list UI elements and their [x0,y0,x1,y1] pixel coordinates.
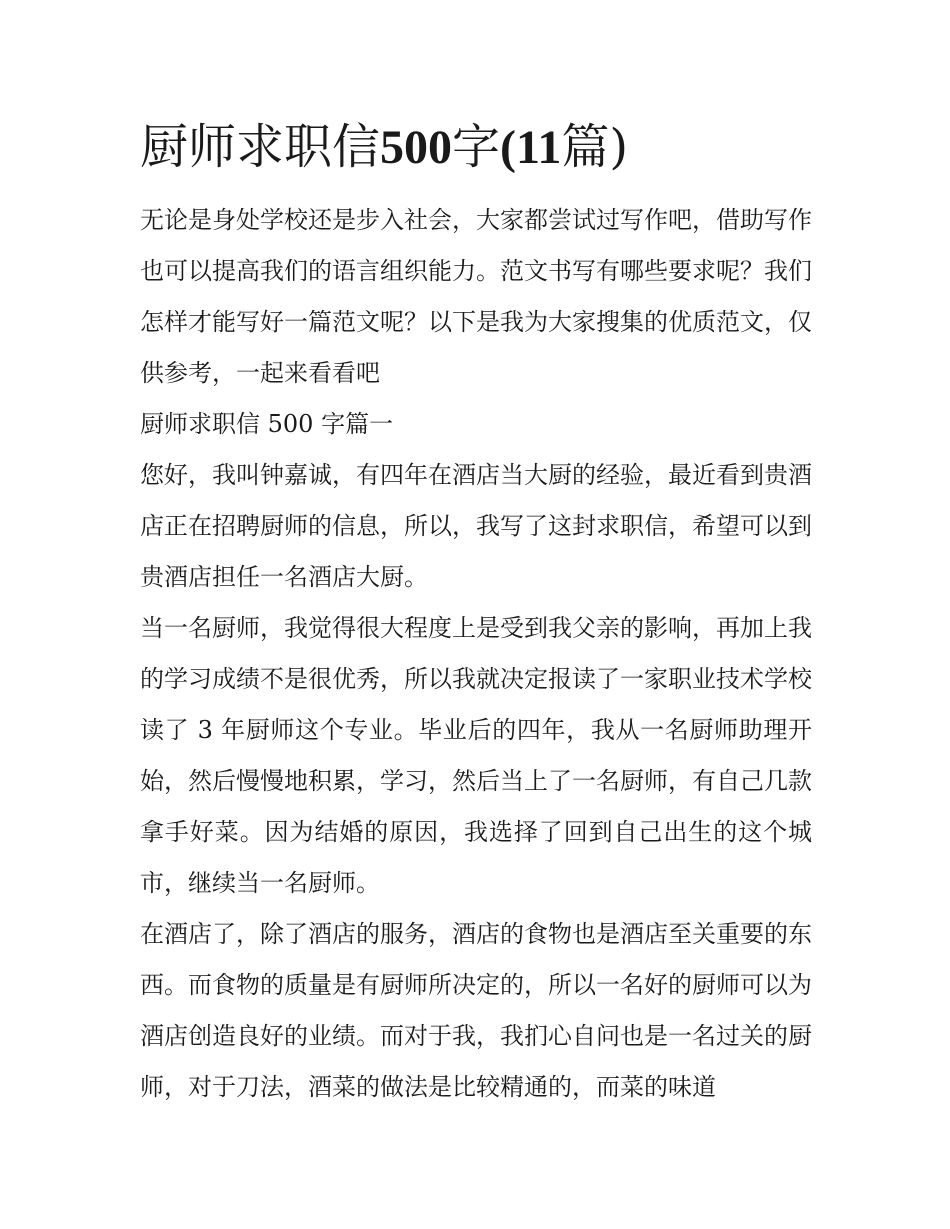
title-part-1: 厨师求职信 [140,119,381,175]
intro-paragraph: 无论是身处学校还是步入社会，大家都尝试过写作吧，借助写作也可以提高我们的语言组织能力。范文书写有哪些要求呢？我们怎样才能写好一篇范文呢？以下是我为大家搜集的优质范文，仅供参考，一起来看看吧 [140,206,812,387]
body-paragraph: 您好，我叫钟嘉诚，有四年在酒店当大厨的经验，最近看到贵酒店正在招聘厨师的信息，所以，我写了这封求职信，希望可以到贵酒店担任一名酒店大厨。 [140,461,812,591]
body-paragraph: 当一名厨师，我觉得很大程度上是受到我父亲的影响，再加上我的学习成绩不是很优秀，所以我就决定报读了一家职业技术学校读了 3 年厨师这个专业。毕业后的四年，我从一名厨师助理开始，然后慢慢地积累，学习，然后当上了一名厨师，有自己几款拿手好菜。因为结婚的原因，我选择了回到自己出生的这个城市，继续当一名厨师。 [140,614,812,897]
title-part-3: 字 [452,119,501,175]
document-title [140,112,812,183]
document-body [140,112,812,1113]
section-heading: 厨师求职信 500 字篇一 [140,410,394,438]
body-paragraph: 在酒店了，除了酒店的服务，酒店的食物也是酒店至关重要的东西。而食物的质量是有厨师所决定的，所以一名好的厨师可以为酒店创造良好的业绩。而对于我，我扪心自问也是一名过关的厨师，对于刀法，酒菜的做法是比较精通的，而菜的味道 [140,920,812,1101]
title-part-2: 500 [380,121,453,174]
title-part-4: (11 [500,121,562,174]
title-part-5: 篇) [561,119,629,175]
